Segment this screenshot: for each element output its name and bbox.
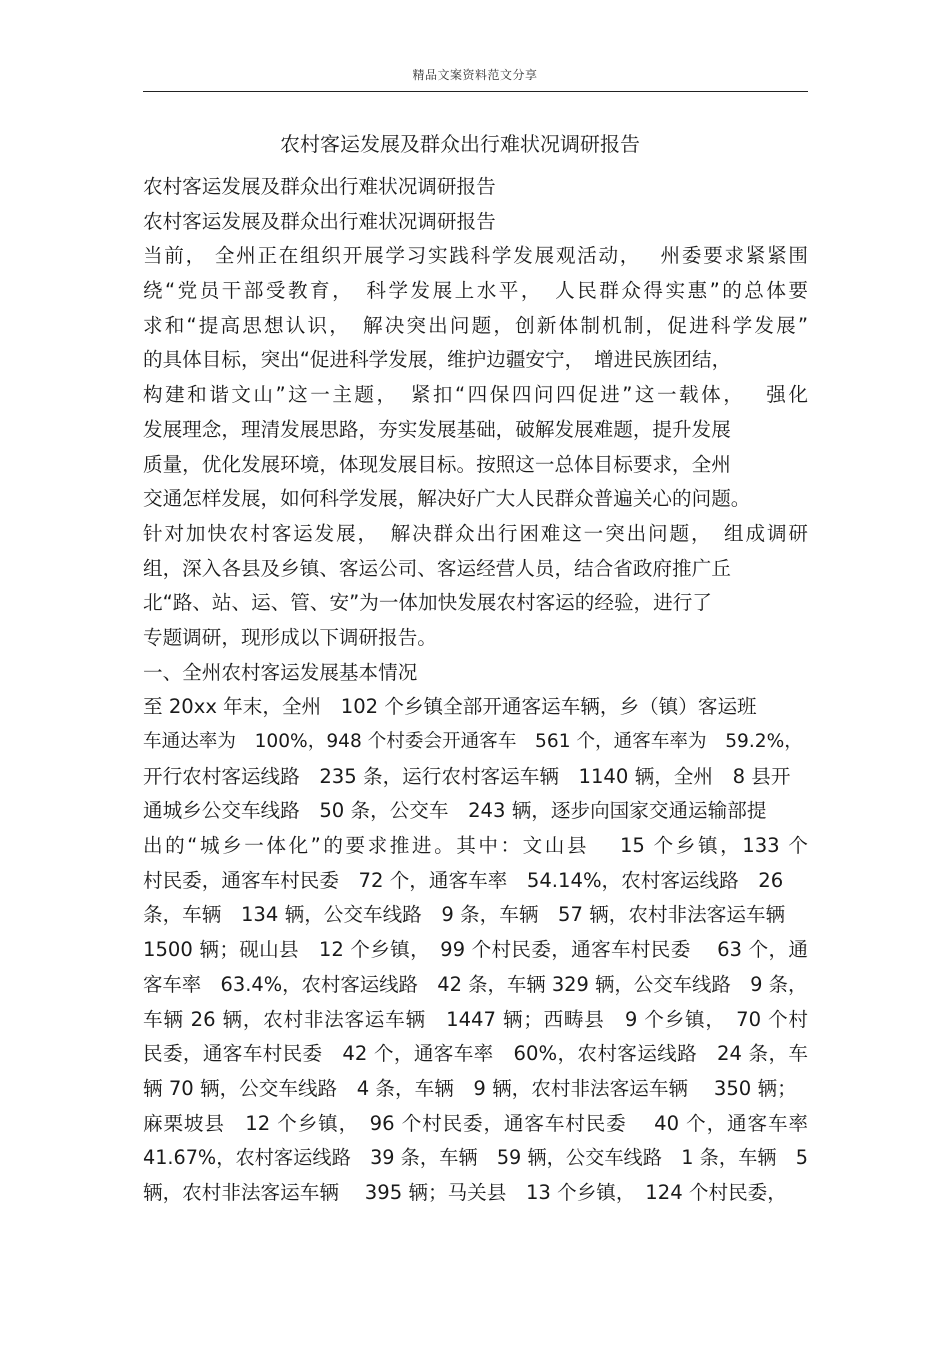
text-line: 绕“党员干部受教育， 科学发展上水平， 人民群众得实惠”的总体要 [143, 279, 808, 303]
text-line: 的具体目标，突出“促进科学发展，维护边疆安宁， 增进民族团结， [143, 348, 732, 372]
text-line: 发展理念，理清发展思路，夯实发展基础，破解发展难题，提升发展 [143, 417, 731, 441]
text-line: 辆，农村非法客运车辆 395 辆；马关县 13 个乡镇， 124 个村民委， [143, 1180, 787, 1204]
text-line: 农村客运发展及群众出行难状况调研报告 [143, 209, 496, 233]
text-line: 出的“城乡一体化”的要求推进。其中：文山县 15 个乡镇，133 个 [143, 834, 808, 858]
text-line: 一、全州农村客运发展基本情况 [143, 660, 418, 684]
text-line: 至 20xx 年末，全州 102 个乡镇全部开通客运车辆，乡（镇）客运班 [143, 695, 757, 719]
header-divider [143, 91, 808, 92]
text-line: 民委，通客车村民委 42 个，通客车率 60%，农村客运线路 24 条，车 [143, 1042, 808, 1066]
text-line: 车通达率为 100%，948 个村委会开通客车 561 个，通客车率为 59.2%， [143, 731, 803, 752]
text-line: 辆 70 辆，公交车线路 4 条，车辆 9 辆，农村非法客运车辆 350 辆； [143, 1076, 797, 1100]
text-line: 北“路、站、运、管、安”为一体加快发展农村客运的经验，进行了 [143, 591, 712, 615]
text-line: 通城乡公交车线路 50 条，公交车 243 辆，逐步向国家交通运输部提 [143, 799, 767, 823]
text-line: 1500 辆；砚山县 12 个乡镇， 99 个村民委，通客车村民委 63 个，通 [143, 938, 808, 962]
text-line: 求和“提高思想认识， 解决突出问题，创新体制机制，促进科学发展” [143, 313, 808, 337]
page-header: 精品文案资料范文分享 [412, 68, 538, 82]
text-line: 当前， 全州正在组织开展学习实践科学发展观活动， 州委要求紧紧围 [143, 244, 808, 268]
text-line: 农村客运发展及群众出行难状况调研报告 [143, 175, 496, 198]
text-line: 麻栗坡县 12 个乡镇， 96 个村民委，通客车村民委 40 个，通客车率 [143, 1111, 808, 1135]
text-line: 开行农村客运线路 235 条，运行农村客运车辆 1140 辆，全州 8 县开 [143, 764, 791, 788]
text-line: 条，车辆 134 辆，公交车线路 9 条，车辆 57 辆，农村非法客运车辆 [143, 903, 786, 927]
text-line: 客车率 63.4%，农村客运线路 42 条，车辆 329 辆，公交车线路 9 条， [143, 972, 808, 996]
text-line: 专题调研，现形成以下调研报告。 [143, 625, 437, 649]
text-line: 组，深入各县及乡镇、客运公司、客运经营人员，结合省政府推广丘 [143, 556, 731, 580]
text-line: 41.67%，农村客运线路 39 条，车辆 59 辆，公交车线路 1 条，车辆 5 [143, 1146, 808, 1170]
text-line: 质量，优化发展环境，体现发展目标。按照这一总体目标要求，全州 [143, 452, 731, 476]
document-title: 农村客运发展及群众出行难状况调研报告 [280, 132, 640, 156]
document-body [143, 170, 808, 1211]
text-line: 村民委，通客车村民委 72 个，通客车率 54.14%，农村客运线路 26 [143, 868, 784, 892]
text-line: 针对加快农村客运发展， 解决群众出行困难这一突出问题， 组成调研 [143, 521, 808, 545]
text-line: 交通怎样发展，如何科学发展，解决好广大人民群众普遍关心的问题。 [143, 487, 751, 511]
text-line: 车辆 26 辆，农村非法客运车辆 1447 辆；西畴县 9 个乡镇， 70 个村 [143, 1007, 808, 1031]
text-line: 构建和谐文山”这一主题， 紧扣“四保四问四促进”这一载体， 强化 [143, 383, 808, 407]
